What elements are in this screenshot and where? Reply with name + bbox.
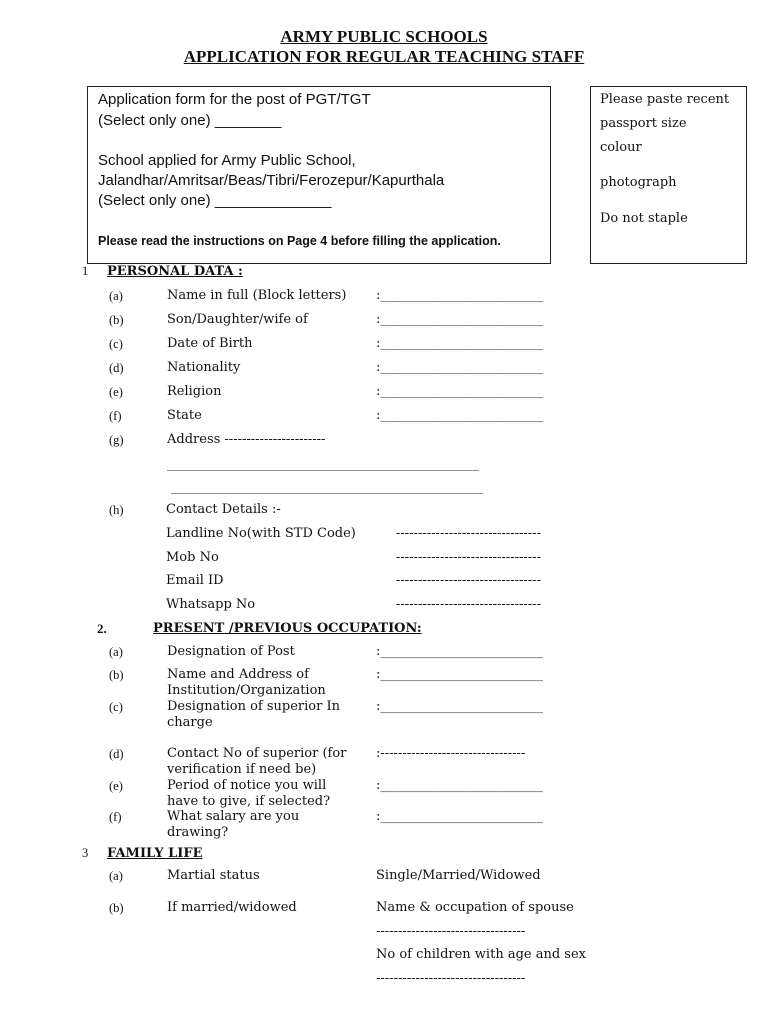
item-letter: (a) bbox=[109, 869, 123, 883]
field-label-state: State bbox=[167, 408, 202, 423]
item-letter: (c) bbox=[109, 337, 123, 351]
field-label-children: No of children with age and sex bbox=[376, 947, 586, 962]
photo-line: colour bbox=[600, 140, 642, 155]
field-label-landline: Landline No(with STD Code) bbox=[166, 526, 356, 541]
address-line[interactable]: ____________________________________________________ bbox=[167, 457, 479, 471]
item-letter: (c) bbox=[109, 700, 123, 714]
field-label-if-married: If married/widowed bbox=[167, 900, 297, 915]
school-line: School applied for Army Public School, bbox=[98, 152, 356, 169]
field-label-designation: Designation of Post bbox=[167, 644, 295, 659]
item-letter: (d) bbox=[109, 361, 124, 375]
field-line-state[interactable]: :_________________________ bbox=[376, 408, 543, 423]
field-line-spouse[interactable]: ---------------------------------- bbox=[376, 924, 526, 939]
section-heading-occupation: PRESENT /PREVIOUS OCCUPATION: bbox=[153, 621, 422, 636]
item-letter: (e) bbox=[109, 385, 123, 399]
field-line-designation[interactable]: :_________________________ bbox=[376, 644, 543, 659]
section-number: 2. bbox=[97, 621, 107, 636]
section-heading-personal-data: PERSONAL DATA : bbox=[107, 264, 243, 279]
address-line[interactable]: ____________________________________________________ bbox=[171, 480, 483, 494]
field-label-parent: Son/Daughter/wife of bbox=[167, 312, 308, 327]
field-line-landline[interactable]: --------------------------------- bbox=[396, 526, 541, 541]
field-label-salary: What salary are you drawing? bbox=[167, 809, 300, 840]
field-label-religion: Religion bbox=[167, 384, 222, 399]
field-label-superior-contact: Contact No of superior (for verification if need be) bbox=[167, 746, 347, 777]
field-label-superior: Designation of superior In charge bbox=[167, 699, 340, 730]
item-letter: (a) bbox=[109, 289, 123, 303]
item-letter: (f) bbox=[109, 409, 122, 423]
field-label-address[interactable]: Address ----------------------- bbox=[167, 432, 326, 447]
field-line-name[interactable]: :_________________________ bbox=[376, 288, 543, 303]
field-line-notice-period[interactable]: :_________________________ bbox=[376, 778, 543, 793]
field-line-salary[interactable]: :_________________________ bbox=[376, 809, 543, 824]
form-title: ARMY PUBLIC SCHOOLS bbox=[280, 27, 488, 46]
field-label-marital-status: Martial status bbox=[167, 868, 260, 883]
item-letter: (h) bbox=[109, 503, 124, 517]
field-line-nationality[interactable]: :_________________________ bbox=[376, 360, 543, 375]
field-line-superior[interactable]: :_________________________ bbox=[376, 699, 543, 714]
photo-line: passport size bbox=[600, 116, 687, 131]
field-label-nationality: Nationality bbox=[167, 360, 241, 375]
field-label-email: Email ID bbox=[166, 573, 224, 588]
field-line-email[interactable]: --------------------------------- bbox=[396, 573, 541, 588]
item-letter: (b) bbox=[109, 313, 124, 327]
field-label-name: Name in full (Block letters) bbox=[167, 288, 347, 303]
field-label-whatsapp: Whatsapp No bbox=[166, 597, 256, 612]
section-number: 3 bbox=[82, 846, 89, 860]
post-select-line[interactable]: (Select only one) ________ bbox=[98, 112, 282, 129]
field-line-institution[interactable]: :_________________________ bbox=[376, 667, 543, 682]
item-letter: (g) bbox=[109, 433, 124, 447]
field-line-parent[interactable]: :_________________________ bbox=[376, 312, 543, 327]
field-label-institution: Name and Address of Institution/Organization bbox=[167, 667, 326, 698]
post-selection-box bbox=[87, 86, 551, 264]
item-letter: (b) bbox=[109, 901, 124, 915]
instructions-note: Please read the instructions on Page 4 before filling the application. bbox=[98, 234, 501, 248]
item-letter: (e) bbox=[109, 779, 123, 793]
field-line-dob[interactable]: :_________________________ bbox=[376, 336, 543, 351]
field-line-religion[interactable]: :_________________________ bbox=[376, 384, 543, 399]
photo-line: photograph bbox=[600, 175, 677, 190]
item-letter: (a) bbox=[109, 645, 123, 659]
field-line-superior-contact[interactable]: :--------------------------------- bbox=[376, 746, 526, 761]
school-list: Jalandhar/Amritsar/Beas/Tibri/Ferozepur/Kapurthala bbox=[98, 172, 445, 189]
photo-line: Do not staple bbox=[600, 211, 688, 226]
item-letter: (f) bbox=[109, 810, 122, 824]
field-label-spouse: Name & occupation of spouse bbox=[376, 900, 574, 915]
post-line: Application form for the post of PGT/TGT bbox=[98, 91, 371, 108]
field-line-mobile[interactable]: --------------------------------- bbox=[396, 550, 541, 565]
school-select-line[interactable]: (Select only one) ______________ bbox=[98, 192, 332, 209]
field-line-whatsapp[interactable]: --------------------------------- bbox=[396, 597, 541, 612]
item-letter: (d) bbox=[109, 747, 124, 761]
field-label-dob: Date of Birth bbox=[167, 336, 253, 351]
photo-box[interactable] bbox=[590, 86, 747, 264]
field-label-mobile: Mob No bbox=[166, 550, 219, 565]
photo-line: Please paste recent bbox=[600, 92, 730, 107]
field-line-children[interactable]: ---------------------------------- bbox=[376, 971, 526, 986]
item-letter: (b) bbox=[109, 668, 124, 682]
section-heading-family-life: FAMILY LIFE bbox=[107, 846, 203, 861]
section-number: 1 bbox=[82, 264, 89, 278]
field-label-notice-period: Period of notice you will have to give, if selected? bbox=[167, 778, 331, 809]
form-subtitle: APPLICATION FOR REGULAR TEACHING STAFF bbox=[183, 47, 585, 66]
marital-status-options[interactable]: Single/Married/Widowed bbox=[376, 868, 541, 883]
contact-details-label: Contact Details :- bbox=[166, 502, 281, 517]
